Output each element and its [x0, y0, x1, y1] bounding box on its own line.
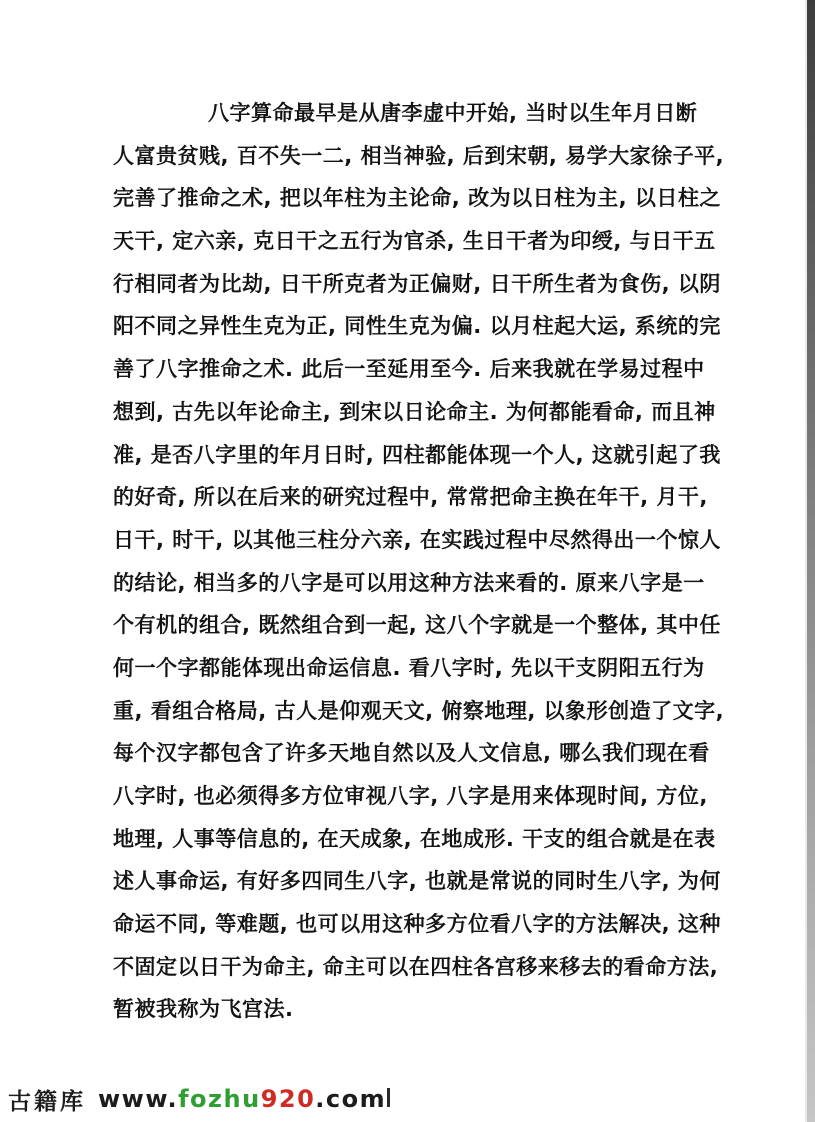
text-line: 阳不同之异性生克为正, 同性生克为偏. 以月柱起大运, 系统的完 [113, 314, 721, 339]
text-line: 命运不同, 等难题, 也可以用这种多方位看八字的方法解决, 这种 [113, 912, 721, 937]
text-line: 的结论, 相当多的八字是可以用这种方法来看的. 原来八字是一 [113, 570, 705, 595]
text-line: 重, 看组合格局, 古人是仰观天文, 俯察地理, 以象形创造了文字, [113, 698, 725, 723]
clipped-glyph-artifact [387, 1088, 390, 1107]
text-line: 的好奇, 所以在后来的研究过程中, 常常把命主换在年干, 月干, [113, 485, 708, 510]
text-line: 每个汉字都包含了许多天地自然以及人文信息, 哪么我们现在看 [113, 741, 710, 766]
scan-edge-shadow [805, 0, 815, 1122]
text-line: 地理, 人事等信息的, 在天成象, 在地成形. 干支的组合就是在表 [113, 826, 716, 851]
text-line: 天干, 定六亲, 克日干之五行为官杀, 生日干者为印绶, 与日干五 [113, 229, 716, 254]
watermark [8, 1082, 390, 1116]
text-line: 完善了推命之术, 把以年柱为主论命, 改为以日柱为主, 以日柱之 [113, 186, 721, 211]
text-line: 八字算命最早是从唐李虚中开始, 当时以生年月日断 [208, 101, 698, 125]
watermark-url-www: www. [98, 1085, 179, 1113]
text-line: 日干, 时干, 以其他三柱分六亲, 在实践过程中尽然得出一个惊人 [113, 527, 721, 552]
text-line: 善了八字推命之术. 此后一至延用至今. 后来我就在学易过程中 [113, 357, 705, 382]
text-line: 个有机的组合, 既然组合到一起, 这八个字就是一个整体, 其中任 [113, 613, 721, 638]
text-line: 想到, 古先以年论命主, 到宋以日论命主. 为何都能看命, 而且神 [113, 399, 716, 424]
watermark-url [98, 1085, 390, 1113]
paragraph [113, 92, 725, 1031]
watermark-url-920: 920 [260, 1085, 316, 1113]
text-line: 暂被我称为飞宫法. [113, 997, 294, 1022]
text-line: 人富贵贫贱, 百不失一二, 相当神验, 后到宋朝, 易学大家徐子平, [113, 143, 725, 168]
text-line: 八字时, 也必须得多方位审视八字, 八字是用来体现时间, 方位, [113, 784, 708, 808]
text-line: 不固定以日干为命主, 命主可以在四柱各宫移来移去的看命方法, [113, 954, 719, 979]
watermark-url-com: .com [315, 1085, 387, 1113]
watermark-site-name: 古籍库 [8, 1088, 86, 1115]
text-line: 准, 是否八字里的年月日时, 四柱都能体现一个人, 这就引起了我 [113, 442, 721, 467]
text-line: 何一个字都能体现出命运信息. 看八字时, 先以干支阴阳五行为 [113, 655, 705, 680]
watermark-url-fozhu: fozhu [178, 1085, 261, 1113]
text-line: 述人事命运, 有好多四同生八字, 也就是常说的同时生八字, 为何 [113, 869, 721, 894]
text-line: 行相同者为比劫, 日干所克者为正偏财, 日干所生者为食伤, 以阴 [113, 271, 721, 296]
